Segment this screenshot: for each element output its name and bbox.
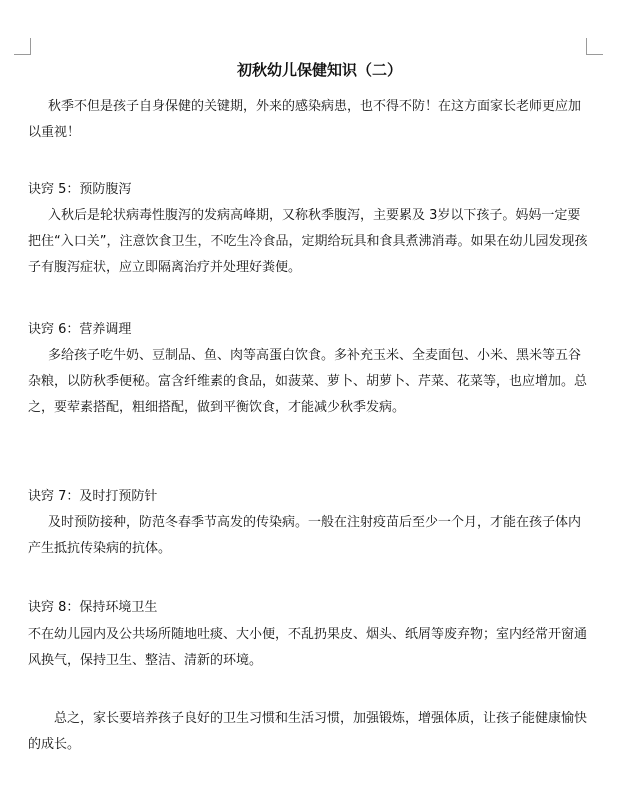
section-heading-6: 诀窍 6：营养调理 [28, 322, 132, 337]
document-title: 初秋幼儿保健知识（二） [236, 61, 402, 79]
page-corner-mark-top-right [586, 38, 603, 55]
section-heading-8: 诀窍 8：保持环境卫生 [28, 600, 158, 615]
conclusion-paragraph: 总之，家长要培养孩子良好的卫生习惯和生活习惯，加强锻炼，增强体质，让孩子能健康愉快的成长。 [28, 711, 588, 752]
section-heading-5: 诀窍 5：预防腹泻 [28, 182, 132, 197]
section-heading-7: 诀窍 7：及时打预防针 [28, 489, 158, 504]
section-body-8: 不在幼儿园内及公共场所随地吐痰、大小便，不乱扔果皮、烟头、纸屑等废弃物；室内经常开窗通风换气，保持卫生、整洁、清新的环境。 [28, 627, 588, 668]
section-body-5: 入秋后是轮状病毒性腹泻的发病高峰期，又称秋季腹泻，主要累及 3岁以下孩子。妈妈一定要把住“入口关”，注意饮食卫生，不吃生冷食品，定期给玩具和食具煮沸消毒。如果在幼儿园发现孩子有腹泻症状，应立即隔离治疗并处理好粪便。 [28, 208, 588, 275]
section-body-7: 及时预防接种，防范冬春季节高发的传染病。一般在注射疫苗后至少一个月，才能在孩子体内产生抵抗传染病的抗体。 [28, 515, 582, 556]
section-body-6: 多给孩子吃牛奶、豆制品、鱼、肉等高蛋白饮食。多补充玉米、全麦面包、小米、黑米等五谷杂粮，以防秋季便秘。富含纤维素的食品，如菠菜、萝卜、胡萝卜、芹菜、花菜等，也应增加。总之，要荤素搭配，粗细搭配，做到平衡饮食，才能减少秋季发病。 [28, 348, 588, 415]
page-corner-mark-top-left [14, 38, 31, 55]
intro-paragraph: 秋季不但是孩子自身保健的关键期，外来的感染病患，也不得不防！在这方面家长老师更应加以重视！ [28, 99, 582, 140]
